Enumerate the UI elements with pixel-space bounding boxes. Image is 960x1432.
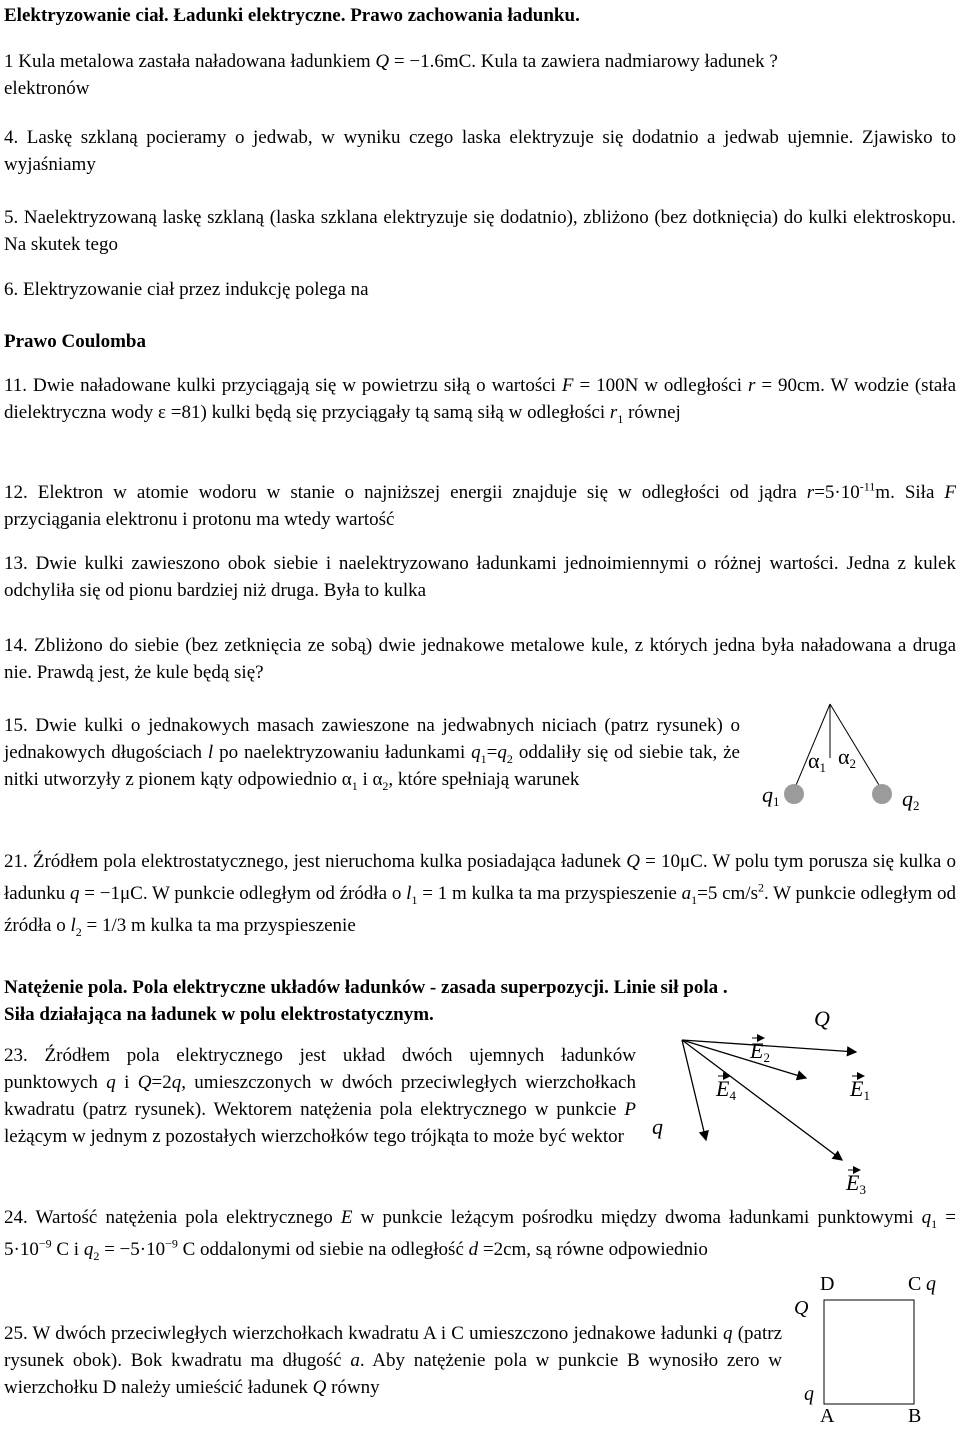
vertex-A: A: [820, 1405, 835, 1424]
q12-symbol-F: F: [944, 482, 956, 503]
q21-text-g: =5 cm/s: [697, 883, 758, 904]
label-q-bottom: q: [804, 1383, 814, 1405]
q25-symbol-q: q: [723, 1323, 733, 1344]
q24-sub-1: 1: [931, 1216, 938, 1231]
q2-label: q2: [902, 786, 920, 813]
alpha2-label: α2: [838, 744, 857, 771]
question-1: [4, 48, 956, 102]
q11-text-b: = 100N w odległości: [573, 375, 743, 396]
q15-symbol-q2: q: [497, 742, 507, 763]
q23-symbol-P: P: [624, 1099, 636, 1120]
q11-symbol-r1: r: [609, 402, 618, 423]
q21-symbol-q: q: [70, 883, 80, 904]
q12-text-b: =5·10: [814, 482, 860, 503]
label-q: q: [652, 1114, 663, 1139]
q21-symbol-l1: l: [406, 883, 412, 904]
q5-text: 5. Naelektryzowaną laskę szklaną (laska szklana elektryzuje się dodatnio), zbliżono (bez dotknięcia) do kulki elektroskopu. Na skutek tego: [4, 207, 956, 255]
question-4: [4, 124, 956, 178]
question-6: [4, 276, 956, 303]
question-5: [4, 204, 956, 258]
q24-symbol-E: E: [340, 1207, 353, 1228]
q25-text-c: . Aby natężenie pola w punkcie B wynosiło zero w wierzchołku D należy umieścić ładunek: [4, 1350, 783, 1398]
q1-text-d: . Kula ta zawiera nadmiarowy ładunek ?: [471, 51, 778, 72]
q12-symbol-r: r: [806, 482, 815, 503]
q24-symbol-q1: q: [921, 1207, 932, 1228]
q21-text-e: . W punkcie odległym od źródła o: [142, 883, 407, 904]
vector-E2: [682, 1040, 806, 1078]
question-21: [4, 846, 956, 942]
question-14: [4, 632, 956, 686]
q23-symbol-q2: q: [171, 1072, 182, 1093]
q23-text-c: =2: [151, 1072, 172, 1093]
question-23: [4, 1042, 636, 1150]
q15-eq: =: [486, 742, 498, 763]
q15-sub-4: 2: [382, 778, 389, 793]
square-figure: [790, 1266, 956, 1432]
q24-text-a: 24. Wartość natężenia pola elektrycznego: [4, 1207, 341, 1228]
q1-text-value: = −1.6mC: [389, 51, 472, 72]
q21-sub-3: 2: [75, 924, 82, 939]
question-15: [4, 712, 740, 793]
vertex-B: B: [908, 1405, 922, 1424]
q23-symbol-q: q: [106, 1072, 116, 1093]
q4-text: 4. Laskę szklaną pocieramy o jedwab, w wyniku czego laska elektryzuje się dodatnio a jedwab ujemnie. Zjawisko to wyjaśniamy: [4, 127, 956, 175]
q25-symbol-a: a: [350, 1350, 360, 1371]
question-13: [4, 550, 956, 604]
q21-symbol-Q: Q: [626, 851, 641, 872]
q15-sub-2: 2: [506, 751, 513, 766]
left-ball: [784, 784, 804, 804]
q21-text-h: . W punkcie odległym od źródła o: [4, 883, 956, 936]
label-E4: E4: [716, 1076, 736, 1103]
q23-text-a: 23. Źródłem pola elektrycznego jest układ dwóch ujemnych ładunków punktowych: [4, 1045, 636, 1093]
q21-text-i: = 1/3 m kulka ta ma przyspieszenie: [81, 915, 356, 936]
q23-symbol-Q: Q: [137, 1072, 152, 1093]
q21-sub-1: 1: [411, 892, 418, 907]
q11-sub-1: 1: [617, 411, 624, 426]
q11-symbol-F: F: [561, 375, 574, 396]
q11-text-d: równej: [623, 402, 681, 423]
q24-text-d: C i: [51, 1239, 84, 1260]
q15-text-a: 15. Dwie kulki o jednakowych masach zawieszone na jedwabnych niciach (patrz rysunek) o jednakowych długościach: [4, 715, 740, 763]
q11-text-c: = 90cm. W wodzie (stała dielektryczna wody ε =81) kulki będą się przyciągały tą samą siłą w odległości: [4, 375, 956, 423]
label-Q-charge: Q: [794, 1297, 809, 1319]
q21-symbol-a1: a: [681, 883, 692, 904]
q1-text-a: 1 Kula metalowa zastała naładowana ładunkiem: [4, 51, 376, 72]
section-heading-coulomb: Prawo Coulomba: [4, 331, 146, 352]
q15-text-b: po naelektryzowaniu ładunkami: [213, 742, 472, 763]
q25-text-a: 25. W dwóch przeciwległych wierzchołkach kwadratu A i C umieszczono jednakowe ładunki: [4, 1323, 724, 1344]
square-outline: [824, 1300, 914, 1404]
pendulum-figure: [760, 698, 956, 826]
q1-symbol-Q: Q: [375, 51, 390, 72]
vertex-D: D: [820, 1273, 835, 1295]
question-25: [4, 1320, 782, 1401]
q25-symbol-Q: Q: [312, 1377, 327, 1398]
right-ball: [872, 784, 892, 804]
q24-text-c: = 5·10: [4, 1207, 957, 1260]
q12-text-c: m. Siła: [875, 482, 945, 503]
q14-text: 14. Zbliżono do siebie (bez zetknięcia ze sobą) dwie jednakowe metalowe kule, z których jedna była naładowana a druga nie. Prawdą jest, że kule będą się?: [4, 635, 956, 683]
question-12: [4, 479, 956, 533]
label-E1: E1: [850, 1076, 870, 1103]
q24-text-e: = −5·10: [99, 1239, 166, 1260]
section-heading-charges: Elektryzowanie ciał. Ładunki elektryczne. Prawo zachowania ładunku.: [4, 5, 580, 26]
left-thread: [794, 704, 830, 790]
question-11: [4, 372, 956, 426]
q24-text-f: C oddalonymi od siebie na odległość: [177, 1239, 469, 1260]
q21-value-Q: = 10μC: [640, 851, 703, 872]
q23-text-b: i: [115, 1072, 138, 1093]
q24-symbol-d: d: [468, 1239, 479, 1260]
label-E2: E2: [750, 1038, 770, 1065]
q24-exp-1: −9: [38, 1236, 52, 1251]
q15-sub-3: 1: [351, 778, 358, 793]
q11-text-a: 11. Dwie naładowane kulki przyciągają się w powietrzu siłą o wartości: [4, 375, 562, 396]
q24-sub-2: 2: [93, 1248, 100, 1263]
alpha1-label: α1: [808, 748, 827, 775]
label-E3: E3: [846, 1170, 866, 1197]
q15-sub-1: 1: [480, 751, 487, 766]
q12-exponent: -11: [859, 479, 876, 494]
heading3-line1: Natężenie pola. Pola elektryczne układów ładunków - zasada superpozycji. Linie sił pola .: [4, 977, 728, 998]
q1-line2: elektronów: [4, 78, 90, 99]
q21-text-f: = 1 m kulka ta ma przyspieszenie: [417, 883, 682, 904]
q15-symbol-l: l: [207, 742, 214, 763]
q25-text-d: równy: [326, 1377, 380, 1398]
q24-exp-2: −9: [165, 1236, 178, 1251]
q21-text-a: 21. Źródłem pola elektrostatycznego, jest nieruchoma kulka posiadająca ładunek: [4, 851, 627, 872]
q11-symbol-r: r: [747, 375, 756, 396]
q24-text-g: =2cm, są równe odpowiednio: [478, 1239, 708, 1260]
question-24: [4, 1202, 956, 1266]
q15-text-e: , które spełniają warunek: [388, 769, 580, 790]
q12-text-d: przyciągania elektronu i protonu ma wtedy wartość: [4, 509, 395, 530]
label-q-top: q: [926, 1273, 936, 1295]
q23-text-d: , umieszczonych w dwóch przeciwległych wierzchołkach kwadratu (patrz rysunek). Wektorem natężenia pola elektrycznego w punkcie: [4, 1072, 636, 1120]
q13-text: 13. Dwie kulki zawieszono obok siebie i naelektryzowano ładunkami jednoimiennymi o różnej wartości. Jedna z kulek odchyliła się od pionu bardziej niż druga. Była to kulka: [4, 553, 956, 601]
q21-value-q: = −1μC: [79, 883, 143, 904]
q15-text-c: oddaliły się od siebie tak, że nitki utworzyły z pionem kąty odpowiednio α: [4, 742, 740, 790]
q15-text-d: i α: [357, 769, 383, 790]
q24-text-b: w punkcie leżącym pośrodku między dwoma ładunkami punktowymi: [352, 1207, 922, 1228]
q21-sup: 2: [757, 880, 764, 895]
q6-text: 6. Elektryzowanie ciał przez indukcję polega na: [4, 279, 369, 300]
q23-text-e: leżącym w jednym z pozostałych wierzchołków tego trójkąta to może być wektor: [4, 1126, 624, 1147]
q21-sub-2: 1: [691, 892, 698, 907]
q12-text-a: 12. Elektron w atomie wodoru w stanie o najniższej energii znajduje się w odległości od jądra: [4, 482, 807, 503]
field-vectors-diagram: [646, 1000, 886, 1200]
pendulum-diagram: [760, 698, 956, 818]
label-Q: Q: [814, 1006, 830, 1031]
q15-symbol-q1: q: [471, 742, 481, 763]
q24-symbol-q2: q: [83, 1239, 94, 1260]
vertex-C: C: [908, 1273, 922, 1295]
square-diagram: [790, 1266, 956, 1424]
q21-text-c: . W polu tym porusza się kulka o ładunku: [4, 851, 956, 904]
q1-label: q1: [762, 782, 780, 809]
heading3-line2: Siła działająca na ładunek w polu elektrostatycznym.: [4, 1004, 434, 1025]
q25-text-b: (patrz rysunek obok). Bok kwadratu ma długość: [4, 1323, 782, 1371]
field-vectors-figure: [646, 1000, 886, 1208]
q21-symbol-l2: l: [70, 915, 76, 936]
